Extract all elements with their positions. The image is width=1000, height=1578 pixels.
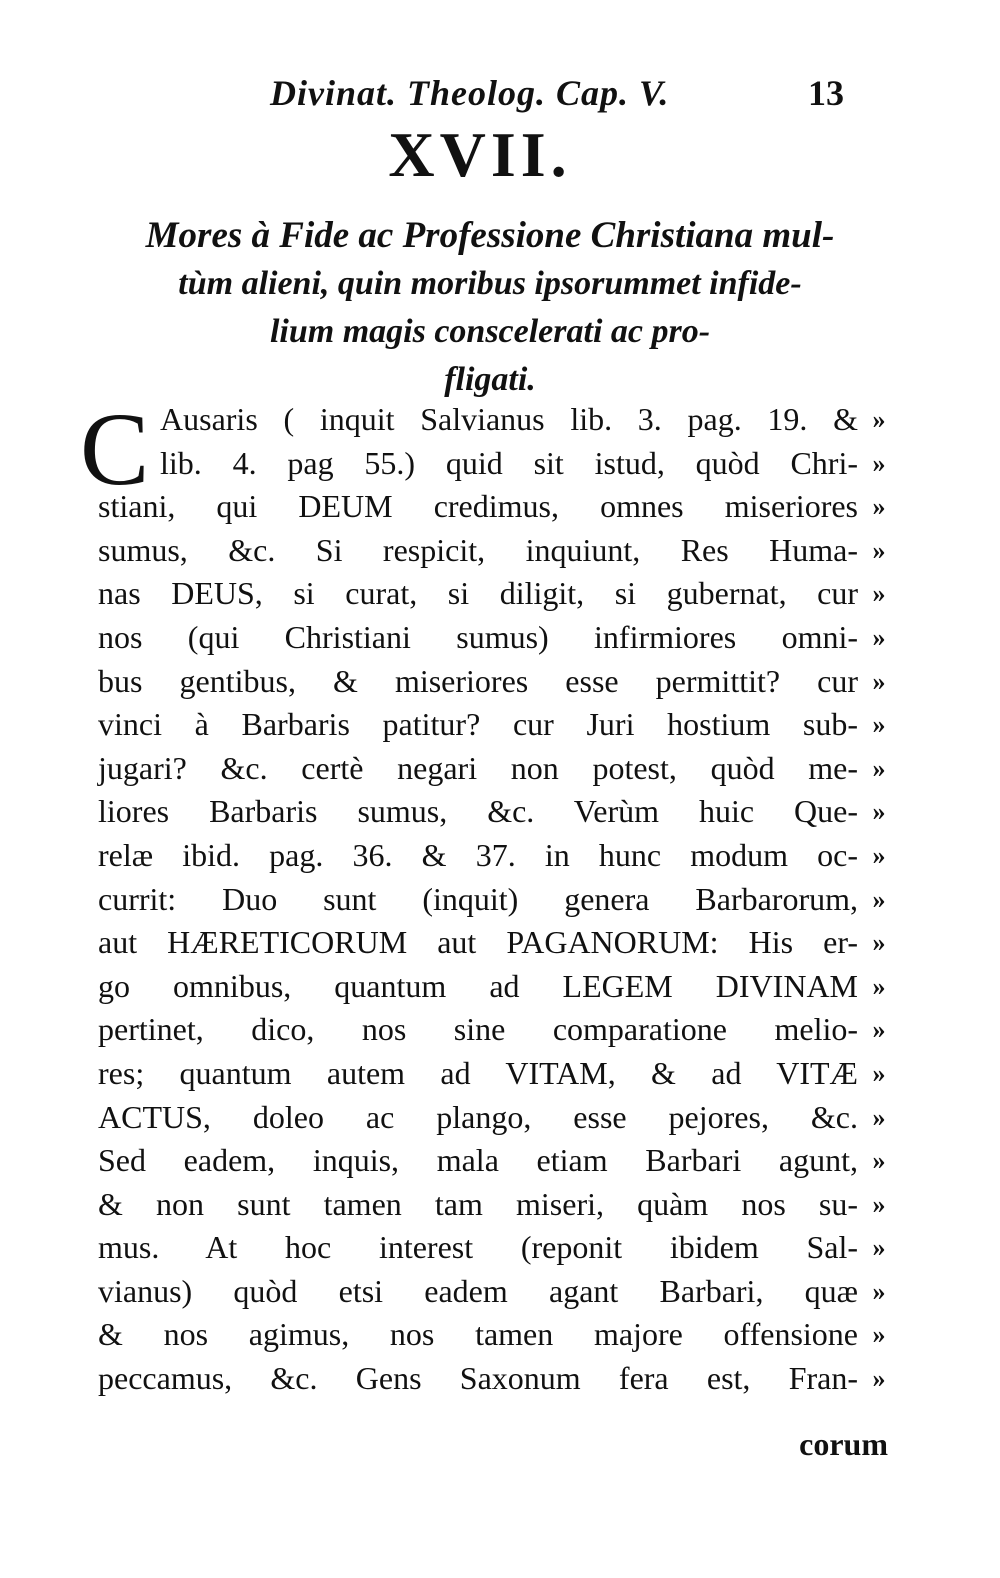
quote-mark: » [872, 1146, 886, 1176]
quote-mark: » [872, 710, 886, 740]
text-line: vinci à Barbaris patitur? cur Juri hostium sub- [98, 706, 858, 743]
quote-mark: » [872, 1102, 886, 1132]
quote-mark: » [872, 971, 886, 1001]
text-line: pertinet, dico, nos sine comparatione melio- [98, 1011, 858, 1048]
quote-mark: » [872, 1058, 886, 1088]
text-line: liores Barbaris sumus, &c. Verùm huic Que- [98, 793, 858, 830]
quote-mark: » [872, 1320, 886, 1350]
text-line: relæ ibid. pag. 36. & 37. in hunc modum oc- [98, 836, 858, 873]
marginal-quote-marks [864, 398, 894, 1401]
quote-mark: » [872, 535, 886, 565]
text-line: bus gentibus, & miseriores esse permittit? cur [98, 662, 858, 699]
section-numeral: XVII. [388, 119, 572, 190]
body-text [98, 398, 858, 1401]
text-line: Ausaris ( inquit Salvianus lib. 3. pag. 19. & [160, 401, 858, 437]
text-line: mus. At hoc interest (reponit ibidem Sal- [98, 1229, 858, 1266]
section-title-line: lium magis conscelerati ac pro- [269, 313, 711, 350]
text-line: & non sunt tamen tam miseri, quàm nos su- [98, 1185, 858, 1222]
section-title-line: tùm alieni, quin moribus ipsorummet infide- [178, 265, 802, 302]
quote-mark: » [872, 448, 886, 478]
quote-mark: » [872, 753, 886, 783]
quote-mark: » [872, 797, 886, 827]
text-line: Sed eadem, inquis, mala etiam Barbari agunt, [98, 1142, 858, 1179]
text-line: aut HÆRETICORUM aut PAGANORUM: His er- [98, 924, 858, 961]
catchword: corum [799, 1426, 888, 1462]
quote-mark: » [872, 884, 886, 914]
quote-mark: » [872, 405, 886, 434]
quote-mark: » [872, 928, 886, 958]
quote-mark: » [872, 1015, 886, 1045]
text-line: sumus, &c. Si respicit, inquiunt, Res Huma- [98, 531, 858, 568]
text-line: ACTUS, doleo ac plango, esse pejores, &c. [98, 1098, 858, 1135]
text-line: nas DEUS, si curat, si diligit, si gubernat, cur [98, 575, 858, 612]
text-line: nos (qui Christiani sumus) infirmiores omni- [98, 618, 858, 655]
quote-mark: » [872, 492, 886, 522]
section-title-line: fligati. [444, 361, 536, 398]
quote-mark: » [872, 622, 886, 652]
text-line: res; quantum autem ad VITAM, & ad VITÆ [98, 1054, 858, 1091]
quote-mark: » [872, 1189, 886, 1219]
quote-mark: » [872, 579, 886, 609]
text-line: stiani, qui DEUM credimus, omnes miseriores [98, 488, 858, 525]
quote-mark: » [872, 1364, 886, 1394]
text-line: go omnibus, quantum ad LEGEM DIVINAM [98, 967, 858, 1004]
drop-cap: C [80, 392, 150, 507]
quote-mark: » [872, 1276, 886, 1306]
quote-mark: » [872, 666, 886, 696]
text-line: lib. 4. pag 55.) quid sit istud, quòd Chri- [160, 444, 858, 481]
text-line: & nos agimus, nos tamen majore offensione [98, 1316, 858, 1353]
page-number: 13 [808, 73, 844, 113]
text-line: vianus) quòd etsi eadem agant Barbari, quæ [98, 1272, 858, 1309]
text-line: currit: Duo sunt (inquit) genera Barbarorum, [98, 880, 858, 917]
quote-mark: » [872, 1233, 886, 1263]
quote-mark: » [872, 840, 886, 870]
section-title-line: Mores à Fide ac Professione Christiana mul- [145, 215, 835, 256]
section-title [90, 212, 890, 404]
text-line: peccamus, &c. Gens Saxonum fera est, Fran- [98, 1360, 858, 1397]
running-head: Divinat. Theolog. Cap. V. [270, 73, 670, 113]
text-line: jugari? &c. certè negari non potest, quòd me- [98, 749, 858, 786]
